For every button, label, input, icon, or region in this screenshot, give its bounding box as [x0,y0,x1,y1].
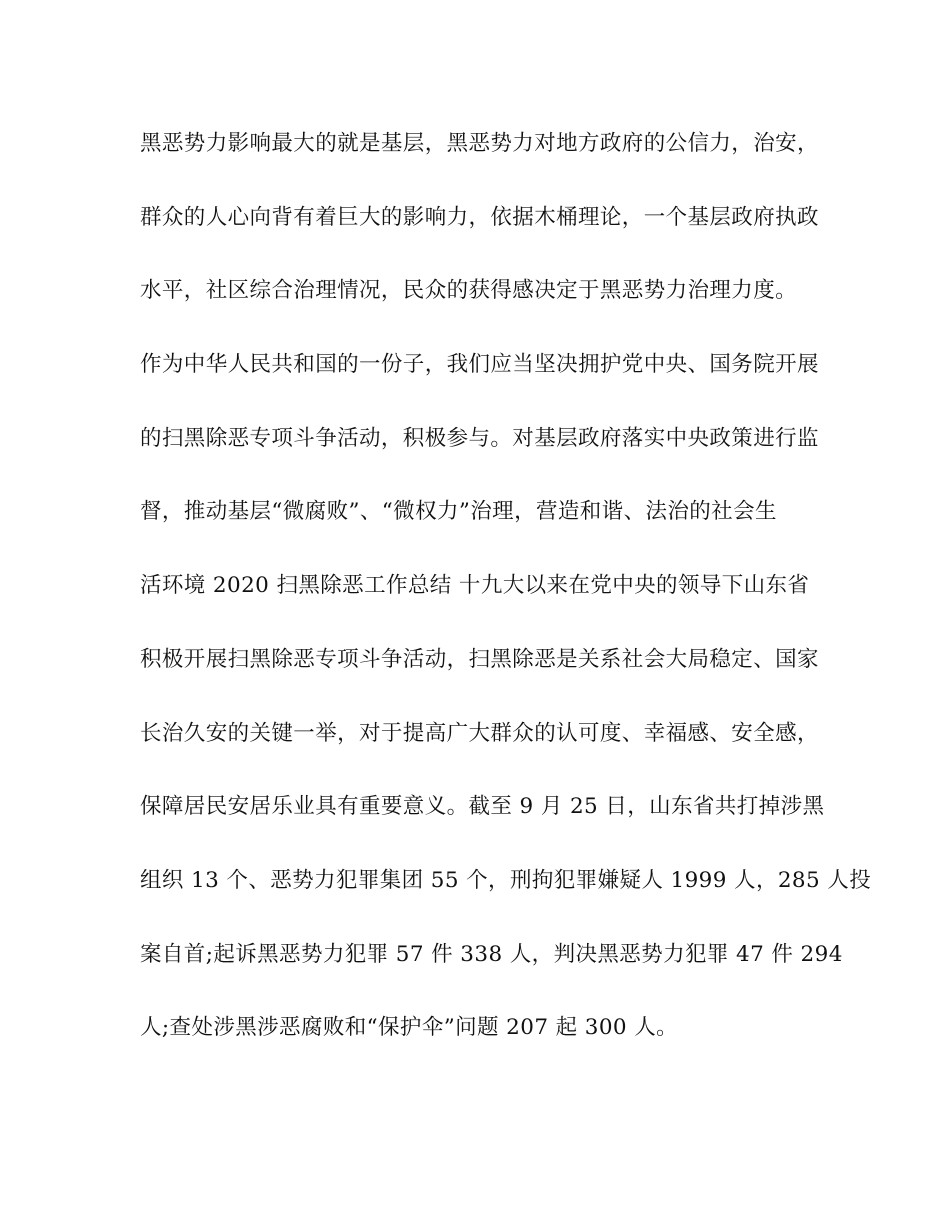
text-line: 黑恶势力影响最大的就是基层，黑恶势力对地方政府的公信力，治安， [140,131,819,156]
text-line: 组织 13 个、恶势力犯罪集团 55 个，刑拘犯罪嫌疑人 1999 人，285 人投 [140,867,872,893]
text-line: 督，推动基层“微腐败”、“微权力”治理，营造和谐、法治的社会生 [140,499,777,525]
text-line: 人;查处涉黑涉恶腐败和“保护伞”问题 207 起 300 人。 [140,1015,679,1041]
text-line: 案自首;起诉黑恶势力犯罪 57 件 338 人，判决黑恶势力犯罪 47 件 294 [140,941,843,967]
text-line: 积极开展扫黑除恶专项斗争活动，扫黑除恶是关系社会大局稳定、国家 [140,646,819,672]
text-line: 长治久安的关键一举，对于提高广大群众的认可度、幸福感、安全感， [140,720,819,746]
text-line: 保障居民安居乐业具有重要意义。截至 9 月 25 日，山东省共打掉涉黑 [140,794,825,820]
text-line: 作为中华人民共和国的一份子，我们应当坚决拥护党中央、国务院开展 [140,352,819,378]
text-line: 群众的人心向背有着巨大的影响力，依据木桶理论，一个基层政府执政 [140,204,819,230]
text-line: 水平，社区综合治理情况，民众的获得感决定于黑恶势力治理力度。 [140,278,798,304]
text-line: 活环境 2020 扫黑除恶工作总结 十九大以来在党中央的领导下山东省 [140,573,810,599]
text-line: 的扫黑除恶专项斗争活动，积极参与。对基层政府落实中央政策进行监 [140,425,819,451]
body-text [140,123,872,1081]
